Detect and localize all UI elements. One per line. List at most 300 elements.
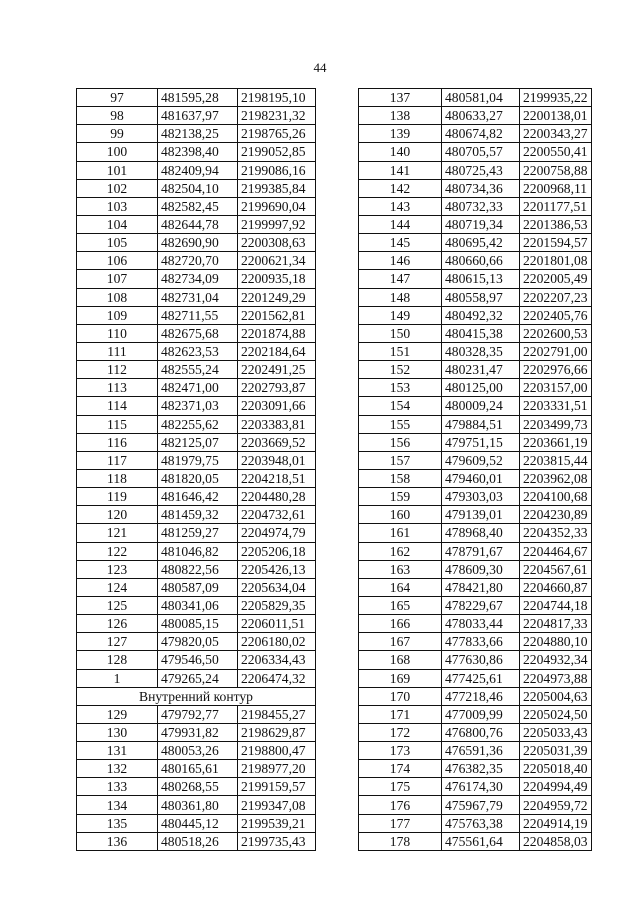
- x-coordinate-cell: 482644,78: [158, 215, 238, 233]
- x-coordinate-cell: 480615,13: [442, 270, 520, 288]
- table-row: [77, 778, 316, 796]
- x-coordinate-cell: 480009,24: [442, 397, 520, 415]
- point-number-cell: 121: [77, 524, 158, 542]
- x-coordinate-cell: 479931,82: [158, 723, 238, 741]
- point-number-cell: 122: [77, 542, 158, 560]
- table-row: [359, 524, 592, 542]
- table-row: [77, 215, 316, 233]
- table-row: [77, 669, 316, 687]
- point-number-cell: 115: [77, 415, 158, 433]
- x-coordinate-cell: 479303,03: [442, 488, 520, 506]
- table-row: [359, 415, 592, 433]
- x-coordinate-cell: 482371,03: [158, 397, 238, 415]
- y-coordinate-cell: 2202600,53: [520, 324, 592, 342]
- x-coordinate-cell: 480558,97: [442, 288, 520, 306]
- y-coordinate-cell: 2204914,19: [520, 814, 592, 832]
- x-coordinate-cell: 479792,77: [158, 705, 238, 723]
- point-number-cell: 150: [359, 324, 442, 342]
- y-coordinate-cell: 2202184,64: [238, 342, 316, 360]
- point-number-cell: 161: [359, 524, 442, 542]
- point-number-cell: 100: [77, 143, 158, 161]
- y-coordinate-cell: 2202793,87: [238, 379, 316, 397]
- y-coordinate-cell: 2198231,32: [238, 107, 316, 125]
- table-row: [77, 197, 316, 215]
- x-coordinate-cell: 482690,90: [158, 234, 238, 252]
- table-row: [77, 415, 316, 433]
- table-row: [359, 270, 592, 288]
- point-number-cell: 160: [359, 506, 442, 524]
- point-number-cell: 148: [359, 288, 442, 306]
- table-row: [77, 89, 316, 107]
- x-coordinate-cell: 479609,52: [442, 451, 520, 469]
- point-number-cell: 129: [77, 705, 158, 723]
- x-coordinate-cell: 479820,05: [158, 633, 238, 651]
- y-coordinate-cell: 2204880,10: [520, 633, 592, 651]
- x-coordinate-cell: 480587,09: [158, 578, 238, 596]
- point-number-cell: 116: [77, 433, 158, 451]
- y-coordinate-cell: 2200138,01: [520, 107, 592, 125]
- point-number-cell: 123: [77, 560, 158, 578]
- table-row: [77, 760, 316, 778]
- table-row: [359, 832, 592, 850]
- table-row: [77, 814, 316, 832]
- y-coordinate-cell: 2199159,57: [238, 778, 316, 796]
- point-number-cell: 110: [77, 324, 158, 342]
- table-row: [77, 379, 316, 397]
- y-coordinate-cell: 2202207,23: [520, 288, 592, 306]
- point-number-cell: 157: [359, 451, 442, 469]
- y-coordinate-cell: 2200343,27: [520, 125, 592, 143]
- point-number-cell: 104: [77, 215, 158, 233]
- y-coordinate-cell: 2205024,50: [520, 705, 592, 723]
- table-row: [359, 796, 592, 814]
- table-row: [77, 542, 316, 560]
- x-coordinate-cell: 480445,12: [158, 814, 238, 832]
- x-coordinate-cell: 481459,32: [158, 506, 238, 524]
- table-row: [359, 669, 592, 687]
- y-coordinate-cell: 2203669,52: [238, 433, 316, 451]
- table-row: [359, 814, 592, 832]
- x-coordinate-cell: 478968,40: [442, 524, 520, 542]
- x-coordinate-cell: 476591,36: [442, 742, 520, 760]
- y-coordinate-cell: 2204567,61: [520, 560, 592, 578]
- point-number-cell: 125: [77, 596, 158, 614]
- point-number-cell: 135: [77, 814, 158, 832]
- y-coordinate-cell: 2205426,13: [238, 560, 316, 578]
- table-row: [77, 288, 316, 306]
- x-coordinate-cell: 480125,00: [442, 379, 520, 397]
- page-number: 44: [313, 60, 327, 75]
- point-number-cell: 163: [359, 560, 442, 578]
- y-coordinate-cell: 2204218,51: [238, 469, 316, 487]
- point-number-cell: 165: [359, 596, 442, 614]
- table-row: [359, 125, 592, 143]
- y-coordinate-cell: 2205033,43: [520, 723, 592, 741]
- y-coordinate-cell: 2203157,00: [520, 379, 592, 397]
- table-row: [77, 324, 316, 342]
- x-coordinate-cell: 478229,67: [442, 596, 520, 614]
- y-coordinate-cell: 2200308,63: [238, 234, 316, 252]
- x-coordinate-cell: 475967,79: [442, 796, 520, 814]
- point-number-cell: 149: [359, 306, 442, 324]
- table-row: [77, 361, 316, 379]
- x-coordinate-cell: 482471,00: [158, 379, 238, 397]
- y-coordinate-cell: 2205004,63: [520, 687, 592, 705]
- y-coordinate-cell: 2198455,27: [238, 705, 316, 723]
- coordinates-table-right: [358, 88, 592, 851]
- y-coordinate-cell: 2204974,79: [238, 524, 316, 542]
- table-row: [77, 506, 316, 524]
- point-number-cell: 111: [77, 342, 158, 360]
- table-row: [359, 89, 592, 107]
- x-coordinate-cell: 476800,76: [442, 723, 520, 741]
- y-coordinate-cell: 2203091,66: [238, 397, 316, 415]
- table-row: [359, 488, 592, 506]
- table-row: [77, 705, 316, 723]
- table-row: [359, 433, 592, 451]
- table-row: [77, 161, 316, 179]
- y-coordinate-cell: 2199935,22: [520, 89, 592, 107]
- y-coordinate-cell: 2205206,18: [238, 542, 316, 560]
- table-row: [359, 161, 592, 179]
- table-row: [77, 651, 316, 669]
- x-coordinate-cell: 482398,40: [158, 143, 238, 161]
- table-row: [77, 524, 316, 542]
- y-coordinate-cell: 2205031,39: [520, 742, 592, 760]
- point-number-cell: 109: [77, 306, 158, 324]
- table-row: [77, 742, 316, 760]
- y-coordinate-cell: 2199086,16: [238, 161, 316, 179]
- x-coordinate-cell: 480633,27: [442, 107, 520, 125]
- x-coordinate-cell: 482711,55: [158, 306, 238, 324]
- y-coordinate-cell: 2204660,87: [520, 578, 592, 596]
- y-coordinate-cell: 2203661,19: [520, 433, 592, 451]
- x-coordinate-cell: 482504,10: [158, 179, 238, 197]
- table-row: [359, 560, 592, 578]
- y-coordinate-cell: 2200550,41: [520, 143, 592, 161]
- table-row: [359, 342, 592, 360]
- table-row: [359, 215, 592, 233]
- point-number-cell: 120: [77, 506, 158, 524]
- point-number-cell: 170: [359, 687, 442, 705]
- x-coordinate-cell: 482409,94: [158, 161, 238, 179]
- x-coordinate-cell: 477009,99: [442, 705, 520, 723]
- point-number-cell: 119: [77, 488, 158, 506]
- point-number-cell: 151: [359, 342, 442, 360]
- x-coordinate-cell: 479139,01: [442, 506, 520, 524]
- x-coordinate-cell: 480361,80: [158, 796, 238, 814]
- x-coordinate-cell: 479546,50: [158, 651, 238, 669]
- y-coordinate-cell: 2204352,33: [520, 524, 592, 542]
- y-coordinate-cell: 2200621,34: [238, 252, 316, 270]
- x-coordinate-cell: 480231,47: [442, 361, 520, 379]
- coordinates-table-left: [76, 88, 316, 851]
- table-row: [359, 143, 592, 161]
- x-coordinate-cell: 480705,57: [442, 143, 520, 161]
- y-coordinate-cell: 2201562,81: [238, 306, 316, 324]
- x-coordinate-cell: 482731,04: [158, 288, 238, 306]
- point-number-cell: 155: [359, 415, 442, 433]
- table-row: [359, 252, 592, 270]
- y-coordinate-cell: 2202976,66: [520, 361, 592, 379]
- x-coordinate-cell: 479751,15: [442, 433, 520, 451]
- y-coordinate-cell: 2203815,44: [520, 451, 592, 469]
- x-coordinate-cell: 478791,67: [442, 542, 520, 560]
- y-coordinate-cell: 2206474,32: [238, 669, 316, 687]
- coordinates-table-right-body: [359, 89, 592, 851]
- x-coordinate-cell: 475763,38: [442, 814, 520, 832]
- point-number-cell: 134: [77, 796, 158, 814]
- table-row: [77, 143, 316, 161]
- x-coordinate-cell: 477630,86: [442, 651, 520, 669]
- point-number-cell: 171: [359, 705, 442, 723]
- x-coordinate-cell: 480734,36: [442, 179, 520, 197]
- point-number-cell: 124: [77, 578, 158, 596]
- point-number-cell: 128: [77, 651, 158, 669]
- x-coordinate-cell: 476174,30: [442, 778, 520, 796]
- y-coordinate-cell: 2202791,00: [520, 342, 592, 360]
- point-number-cell: 98: [77, 107, 158, 125]
- table-row: [77, 469, 316, 487]
- x-coordinate-cell: 480085,15: [158, 615, 238, 633]
- point-number-cell: 138: [359, 107, 442, 125]
- y-coordinate-cell: 2201874,88: [238, 324, 316, 342]
- x-coordinate-cell: 480695,42: [442, 234, 520, 252]
- point-number-cell: 99: [77, 125, 158, 143]
- y-coordinate-cell: 2204959,72: [520, 796, 592, 814]
- point-number-cell: 175: [359, 778, 442, 796]
- point-number-cell: 147: [359, 270, 442, 288]
- table-row: [359, 306, 592, 324]
- point-number-cell: 117: [77, 451, 158, 469]
- point-number-cell: 172: [359, 723, 442, 741]
- x-coordinate-cell: 480518,26: [158, 832, 238, 850]
- point-number-cell: 1: [77, 669, 158, 687]
- y-coordinate-cell: 2200968,11: [520, 179, 592, 197]
- y-coordinate-cell: 2198765,26: [238, 125, 316, 143]
- y-coordinate-cell: 2198977,20: [238, 760, 316, 778]
- point-number-cell: 178: [359, 832, 442, 850]
- table-row: [77, 633, 316, 651]
- x-coordinate-cell: 481979,75: [158, 451, 238, 469]
- table-row: [77, 560, 316, 578]
- y-coordinate-cell: 2205634,04: [238, 578, 316, 596]
- section-title: Внутренний контур: [77, 687, 316, 705]
- point-number-cell: 101: [77, 161, 158, 179]
- y-coordinate-cell: 2204480,28: [238, 488, 316, 506]
- table-row: [359, 506, 592, 524]
- table-row: [77, 596, 316, 614]
- table-row: [359, 578, 592, 596]
- table-row: [77, 433, 316, 451]
- point-number-cell: 131: [77, 742, 158, 760]
- x-coordinate-cell: 477218,46: [442, 687, 520, 705]
- y-coordinate-cell: 2199690,04: [238, 197, 316, 215]
- table-row: [77, 179, 316, 197]
- table-row: [77, 125, 316, 143]
- table-row: [77, 234, 316, 252]
- x-coordinate-cell: 476382,35: [442, 760, 520, 778]
- table-row: [77, 107, 316, 125]
- point-number-cell: 144: [359, 215, 442, 233]
- table-row: [77, 306, 316, 324]
- x-coordinate-cell: 482675,68: [158, 324, 238, 342]
- x-coordinate-cell: 482582,45: [158, 197, 238, 215]
- x-coordinate-cell: 480725,43: [442, 161, 520, 179]
- x-coordinate-cell: 478421,80: [442, 578, 520, 596]
- point-number-cell: 152: [359, 361, 442, 379]
- table-row: [77, 252, 316, 270]
- point-number-cell: 108: [77, 288, 158, 306]
- x-coordinate-cell: 475561,64: [442, 832, 520, 850]
- table-row: [359, 107, 592, 125]
- table-row: [359, 234, 592, 252]
- point-number-cell: 133: [77, 778, 158, 796]
- table-row: [359, 451, 592, 469]
- x-coordinate-cell: 480581,04: [442, 89, 520, 107]
- y-coordinate-cell: 2204744,18: [520, 596, 592, 614]
- x-coordinate-cell: 480719,34: [442, 215, 520, 233]
- y-coordinate-cell: 2199735,43: [238, 832, 316, 850]
- table-row: [359, 324, 592, 342]
- table-row: [359, 361, 592, 379]
- x-coordinate-cell: 479884,51: [442, 415, 520, 433]
- y-coordinate-cell: 2200935,18: [238, 270, 316, 288]
- point-number-cell: 146: [359, 252, 442, 270]
- y-coordinate-cell: 2204858,03: [520, 832, 592, 850]
- x-coordinate-cell: 481046,82: [158, 542, 238, 560]
- table-row: [77, 578, 316, 596]
- point-number-cell: 137: [359, 89, 442, 107]
- x-coordinate-cell: 479460,01: [442, 469, 520, 487]
- table-row: [77, 615, 316, 633]
- point-number-cell: 106: [77, 252, 158, 270]
- table-row: [359, 705, 592, 723]
- point-number-cell: 132: [77, 760, 158, 778]
- y-coordinate-cell: 2203499,73: [520, 415, 592, 433]
- x-coordinate-cell: 481595,28: [158, 89, 238, 107]
- section-header-row: [77, 687, 316, 705]
- x-coordinate-cell: 478033,44: [442, 615, 520, 633]
- x-coordinate-cell: 477425,61: [442, 669, 520, 687]
- x-coordinate-cell: 480165,61: [158, 760, 238, 778]
- point-number-cell: 127: [77, 633, 158, 651]
- y-coordinate-cell: 2205829,35: [238, 596, 316, 614]
- point-number-cell: 130: [77, 723, 158, 741]
- point-number-cell: 158: [359, 469, 442, 487]
- x-coordinate-cell: 482138,25: [158, 125, 238, 143]
- point-number-cell: 112: [77, 361, 158, 379]
- table-row: [77, 270, 316, 288]
- y-coordinate-cell: 2202491,25: [238, 361, 316, 379]
- table-row: [359, 723, 592, 741]
- y-coordinate-cell: 2206334,43: [238, 651, 316, 669]
- y-coordinate-cell: 2204932,34: [520, 651, 592, 669]
- table-row: [359, 179, 592, 197]
- table-row: [77, 488, 316, 506]
- y-coordinate-cell: 2204464,67: [520, 542, 592, 560]
- table-row: [359, 288, 592, 306]
- x-coordinate-cell: 481637,97: [158, 107, 238, 125]
- x-coordinate-cell: 480341,06: [158, 596, 238, 614]
- x-coordinate-cell: 480415,38: [442, 324, 520, 342]
- y-coordinate-cell: 2205018,40: [520, 760, 592, 778]
- point-number-cell: 103: [77, 197, 158, 215]
- y-coordinate-cell: 2201249,29: [238, 288, 316, 306]
- point-number-cell: 113: [77, 379, 158, 397]
- table-row: [359, 197, 592, 215]
- y-coordinate-cell: 2201801,08: [520, 252, 592, 270]
- table-row: [359, 760, 592, 778]
- point-number-cell: 153: [359, 379, 442, 397]
- table-row: [77, 723, 316, 741]
- point-number-cell: 176: [359, 796, 442, 814]
- y-coordinate-cell: 2204230,89: [520, 506, 592, 524]
- point-number-cell: 162: [359, 542, 442, 560]
- point-number-cell: 156: [359, 433, 442, 451]
- x-coordinate-cell: 480268,55: [158, 778, 238, 796]
- y-coordinate-cell: 2198195,10: [238, 89, 316, 107]
- y-coordinate-cell: 2204100,68: [520, 488, 592, 506]
- point-number-cell: 173: [359, 742, 442, 760]
- point-number-cell: 139: [359, 125, 442, 143]
- point-number-cell: 154: [359, 397, 442, 415]
- y-coordinate-cell: 2203383,81: [238, 415, 316, 433]
- x-coordinate-cell: 482255,62: [158, 415, 238, 433]
- table-row: [77, 451, 316, 469]
- x-coordinate-cell: 482623,53: [158, 342, 238, 360]
- table-row: [77, 397, 316, 415]
- y-coordinate-cell: 2202005,49: [520, 270, 592, 288]
- table-row: [359, 397, 592, 415]
- point-number-cell: 114: [77, 397, 158, 415]
- table-row: [77, 796, 316, 814]
- y-coordinate-cell: 2204817,33: [520, 615, 592, 633]
- table-row: [77, 342, 316, 360]
- y-coordinate-cell: 2204973,88: [520, 669, 592, 687]
- point-number-cell: 169: [359, 669, 442, 687]
- point-number-cell: 164: [359, 578, 442, 596]
- y-coordinate-cell: 2204994,49: [520, 778, 592, 796]
- y-coordinate-cell: 2203948,01: [238, 451, 316, 469]
- table-row: [359, 379, 592, 397]
- point-number-cell: 107: [77, 270, 158, 288]
- y-coordinate-cell: 2203962,08: [520, 469, 592, 487]
- point-number-cell: 174: [359, 760, 442, 778]
- coordinates-table-left-body: [77, 89, 316, 851]
- x-coordinate-cell: 477833,66: [442, 633, 520, 651]
- y-coordinate-cell: 2199385,84: [238, 179, 316, 197]
- table-row: [359, 687, 592, 705]
- point-number-cell: 168: [359, 651, 442, 669]
- x-coordinate-cell: 482720,70: [158, 252, 238, 270]
- x-coordinate-cell: 480674,82: [442, 125, 520, 143]
- point-number-cell: 159: [359, 488, 442, 506]
- point-number-cell: 118: [77, 469, 158, 487]
- x-coordinate-cell: 480732,33: [442, 197, 520, 215]
- y-coordinate-cell: 2203331,51: [520, 397, 592, 415]
- point-number-cell: 143: [359, 197, 442, 215]
- x-coordinate-cell: 482734,09: [158, 270, 238, 288]
- table-row: [359, 742, 592, 760]
- x-coordinate-cell: 482125,07: [158, 433, 238, 451]
- x-coordinate-cell: 480053,26: [158, 742, 238, 760]
- y-coordinate-cell: 2200758,88: [520, 161, 592, 179]
- x-coordinate-cell: 480328,35: [442, 342, 520, 360]
- point-number-cell: 105: [77, 234, 158, 252]
- point-number-cell: 126: [77, 615, 158, 633]
- table-row: [77, 832, 316, 850]
